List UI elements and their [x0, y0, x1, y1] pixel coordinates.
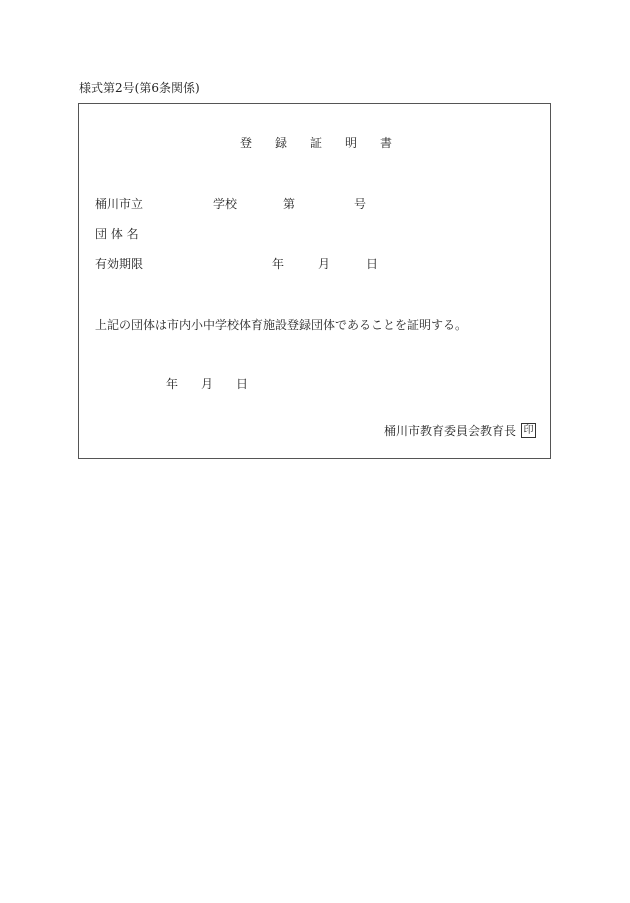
- school-label: 学校: [213, 197, 238, 211]
- issue-year-label: 年: [166, 377, 179, 391]
- validity-month-label: 月: [318, 257, 331, 271]
- validity-day-label: 日: [366, 257, 379, 271]
- group-name-label: 団 体 名: [95, 227, 139, 241]
- seal-stamp-box: 印: [521, 423, 536, 438]
- issue-month-label: 月: [201, 377, 214, 391]
- form-number-label: 様式第2号(第6条関係): [79, 81, 200, 95]
- title-char-4: 明: [345, 136, 358, 150]
- title-char-3: 証: [310, 136, 323, 150]
- issue-day-label: 日: [236, 377, 249, 391]
- title-char-5: 書: [380, 136, 393, 150]
- number-suffix-label: 号: [354, 197, 367, 211]
- title-char-1: 登: [240, 136, 253, 150]
- issuer-name: 桶川市教育委員会教育長: [384, 424, 517, 438]
- title-char-2: 録: [275, 136, 288, 150]
- validity-year-label: 年: [272, 257, 285, 271]
- validity-label: 有効期限: [95, 257, 144, 271]
- number-prefix-label: 第: [283, 197, 296, 211]
- certificate-frame: [78, 103, 551, 459]
- certification-statement: 上記の団体は市内小中学校体育施設登録団体であることを証明する。: [95, 318, 468, 332]
- school-city-label: 桶川市立: [95, 197, 144, 211]
